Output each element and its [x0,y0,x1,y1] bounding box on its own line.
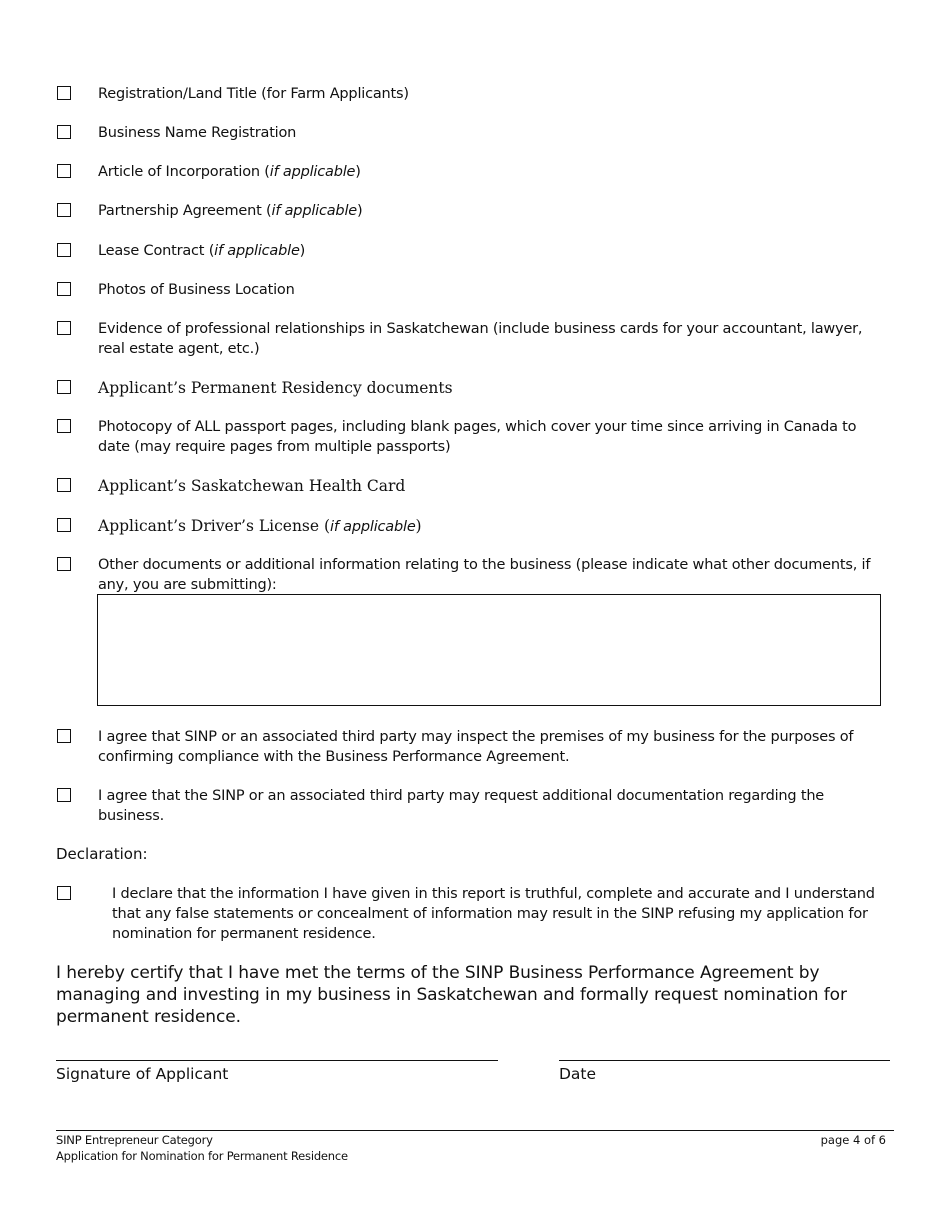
footer-divider [56,1130,894,1131]
certification-statement: I hereby certify that I have met the terms of the SINP Business Performance Agreement by managing and investing in my business in Saskatchewan and formally request nomination for permanent residence. [56,963,847,1027]
photos-label: Photos of Business Location [98,282,295,298]
partnership-checkbox[interactable] [57,203,71,217]
pr-documents-label: Applicant’s Permanent Residency documents [98,379,453,397]
incorporation-checkbox[interactable] [57,164,71,178]
signature-label: Signature of Applicant [56,1065,229,1083]
other-documents-checkbox[interactable] [57,557,71,571]
footer-document-title [56,1132,348,1164]
partnership-label: Partnership Agreement (if applicable) [98,203,363,219]
photos-checkbox[interactable] [57,282,71,296]
documentation-agreement-label: I agree that the SINP or an associated third party may request additional documentation regarding the business. [98,788,825,824]
passport-label: Photocopy of ALL passport pages, including blank pages, which cover your time since arriving in Canada to date (may require pages from multiple passports) [98,419,857,455]
drivers-license-label: Applicant’s Driver’s License (if applicable) [98,517,422,535]
relationships-checkbox[interactable] [57,321,71,335]
declaration-text: I declare that the information I have given in this report is truthful, complete and accurate and I understand that any false statements or concealment of information may result in the SINP refusing my application for nomination for permanent residence. [112,886,875,942]
passport-checkbox[interactable] [57,419,71,433]
lease-checkbox[interactable] [57,243,71,257]
pr-documents-checkbox[interactable] [57,380,71,394]
business-name-checkbox[interactable] [57,125,71,139]
land-title-checkbox[interactable] [57,86,71,100]
health-card-checkbox[interactable] [57,478,71,492]
declaration-heading: Declaration: [56,845,148,863]
incorporation-label: Article of Incorporation (if applicable) [98,164,361,180]
inspection-agreement-checkbox[interactable] [57,729,71,743]
footer-category: SINP Entrepreneur Category [56,1133,213,1147]
footer-application-title: Application for Nomination for Permanent Residence [56,1149,348,1163]
declaration-checkbox[interactable] [57,886,71,900]
documentation-agreement-checkbox[interactable] [57,788,71,802]
inspection-agreement-label: I agree that SINP or an associated third party may inspect the premises of my business for the purposes of confirming compliance with the Business Performance Agreement. [98,729,854,765]
signature-line[interactable] [56,1050,498,1061]
other-documents-label: Other documents or additional information relating to the business (please indicate what other documents, if any, you are submitting): [98,557,871,593]
page-number: page 4 of 6 [820,1133,886,1147]
other-documents-textbox[interactable] [97,594,881,706]
date-label: Date [559,1065,597,1083]
drivers-license-checkbox[interactable] [57,518,71,532]
lease-label: Lease Contract (if applicable) [98,243,306,259]
relationships-label: Evidence of professional relationships in Saskatchewan (include business cards for your accountant, lawyer, real estate agent, etc.) [98,321,863,357]
health-card-label: Applicant’s Saskatchewan Health Card [98,477,406,495]
date-line[interactable] [559,1050,890,1061]
business-name-label: Business Name Registration [98,125,297,141]
land-title-label: Registration/Land Title (for Farm Applicants) [98,86,409,102]
